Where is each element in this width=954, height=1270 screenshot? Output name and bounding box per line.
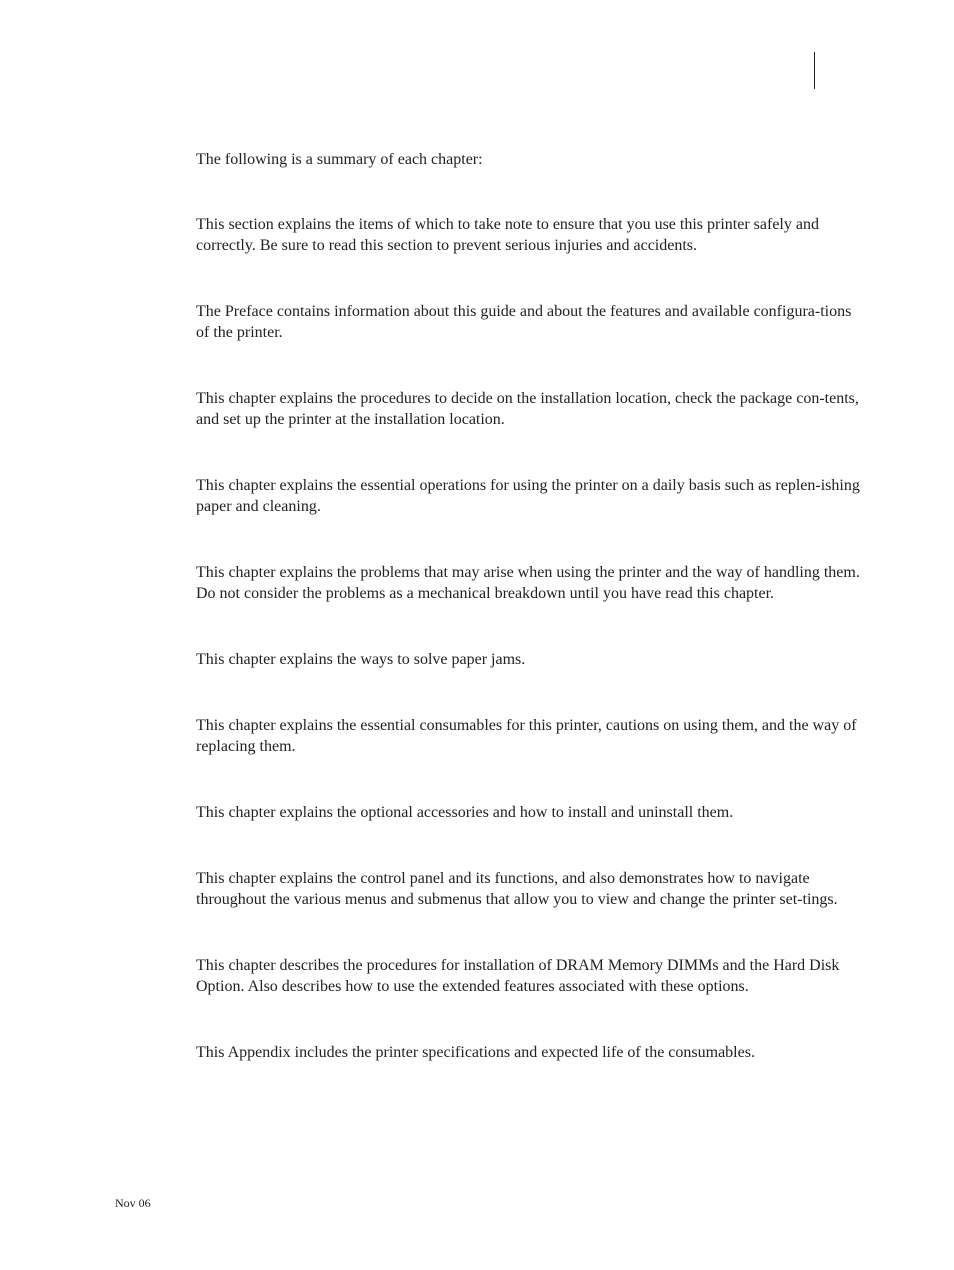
header-vertical-rule [814, 52, 815, 89]
consumables-chapter-summary: This chapter explains the essential consumables for this printer, cautions on using them, and the way of replacing them. [196, 717, 857, 755]
setup-chapter-summary: This chapter explains the procedures to decide on the installation location, check the package con-tents, and set up the printer at the installation location. [196, 390, 859, 428]
safety-section-summary: This section explains the items of which to take note to ensure that you use this printer safely and correctly. Be sure to read this section to prevent serious injuries and accidents. [196, 216, 819, 254]
memory-disk-chapter-summary: This chapter describes the procedures for installation of DRAM Memory DIMMs and the Hard Disk Option. Also describes how to use the extended features associated with these options. [196, 957, 840, 995]
control-panel-chapter-summary: This chapter explains the control panel and its functions, and also demonstrates how to navigate throughout the various menus and submenus that allow you to view and change the printer set-tings. [196, 870, 838, 908]
daily-operations-chapter-summary: This chapter explains the essential operations for using the printer on a daily basis such as replen-ishing paper and cleaning. [196, 477, 860, 515]
preface-summary: The Preface contains information about this guide and about the features and available configura-tions of the printer. [196, 303, 852, 341]
troubleshooting-chapter-summary: This chapter explains the problems that may arise when using the printer and the way of handling them. Do not consider the problems as a mechanical breakdown until you have read this chapter. [196, 564, 860, 602]
intro-text: The following is a summary of each chapter: [196, 151, 483, 168]
appendix-summary: This Appendix includes the printer specifications and expected life of the consumables. [196, 1044, 755, 1061]
footer-date: Nov 06 [115, 1196, 151, 1210]
paper-jams-chapter-summary: This chapter explains the ways to solve paper jams. [196, 651, 526, 668]
accessories-chapter-summary: This chapter explains the optional accessories and how to install and uninstall them. [196, 804, 734, 821]
chapter-summary [196, 149, 868, 1108]
